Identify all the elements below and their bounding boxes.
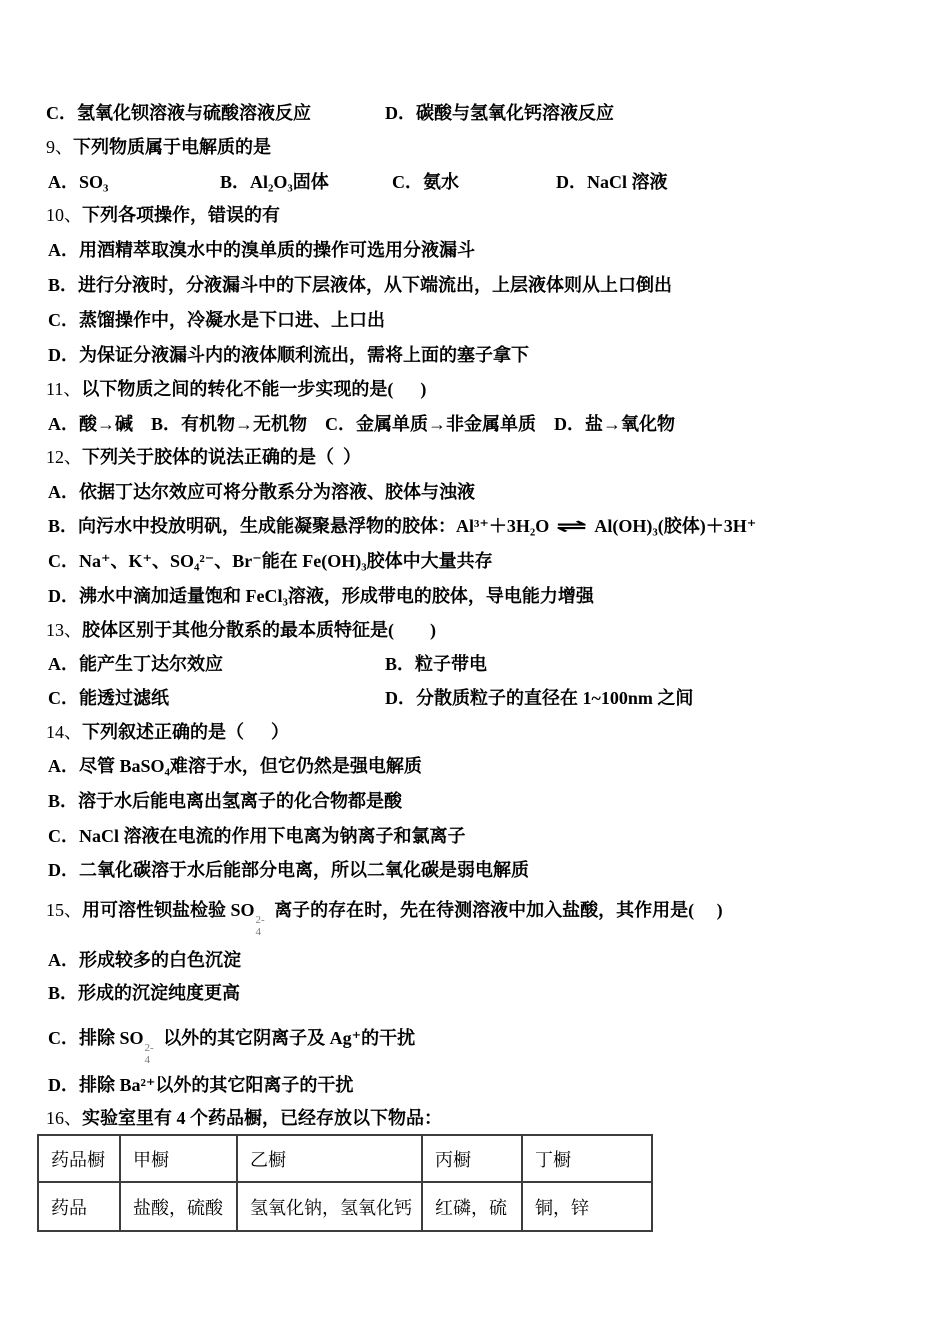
q13-option-c: C．能透过滤纸	[48, 688, 169, 708]
table-header-cell: 丙橱	[422, 1135, 522, 1182]
q14-option-b: B．溶于水后能电离出氢离子的化合物都是酸	[48, 791, 403, 811]
q14-option-d: D．二氧化碳溶于水后能部分电离，所以二氧化碳是弱电解质	[48, 860, 529, 880]
q9-number: 9、	[46, 137, 73, 157]
sulfate-charge: 2-	[255, 914, 265, 926]
table-header-row	[38, 1135, 652, 1182]
q12-title-text: 下列关于胶体的说法正确的是（ ）	[82, 447, 361, 467]
q13-number: 13、	[46, 620, 82, 640]
q14-title-text: 下列叙述正确的是（ ）	[82, 722, 289, 742]
q10-title-text: 下列各项操作，错误的有	[82, 205, 280, 225]
table-header-cell: 甲橱	[120, 1135, 237, 1182]
q12-option-c: C．Na⁺、K⁺、SO₄²⁻、Br⁻能在 Fe(OH)₃胶体中大量共存	[48, 551, 493, 571]
q15-option-c-text: C．排除 SO	[48, 1028, 144, 1048]
q15-option-b: B．形成的沉淀纯度更高	[48, 983, 241, 1003]
table-header-cell: 乙橱	[237, 1135, 422, 1182]
q12-option-d: D．沸水中滴加适量饱和 FeCl₃溶液，形成带电的胶体，导电能力增强	[48, 586, 594, 606]
chemical-cabinet-table	[37, 1134, 653, 1232]
table-header-cell: 丁橱	[522, 1135, 652, 1182]
q12-number: 12、	[46, 447, 82, 467]
q12-option-b-products: Al(OH)₃(胶体)＋3H⁺	[594, 516, 757, 536]
q16-number: 16、	[46, 1108, 82, 1128]
q11-title-text: 以下物质之间的转化不能一步实现的是( )	[81, 379, 427, 399]
q13-option-b: B．粒子带电	[385, 654, 488, 674]
sulfate-subscript: 4	[144, 1054, 151, 1066]
sulfate-ion-stack	[256, 915, 265, 938]
equilibrium-arrow: ⇌	[556, 516, 588, 537]
q12-option-b	[48, 514, 756, 539]
sulfate-subscript: 4	[255, 926, 262, 938]
q15-option-c-text-suffix: 以外的其它阴离子及 Ag⁺的干扰	[158, 1028, 416, 1048]
q10-option-b: B．进行分液时，分液漏斗中的下层液体，从下端流出，上层液体则从上口倒出	[48, 275, 673, 295]
table-cell: 铜，锌	[522, 1182, 652, 1231]
q12-option-a: A．依据丁达尔效应可将分散系分为溶液、胶体与浊液	[48, 482, 475, 502]
q14-option-c: C．NaCl 溶液在电流的作用下电离为钠离子和氯离子	[48, 826, 466, 846]
q9-option-b: B．Al₂O₃固体	[220, 172, 329, 192]
table-cell: 盐酸，硫酸	[120, 1182, 237, 1231]
q15-option-c	[48, 1026, 415, 1066]
q15-option-a: A．形成较多的白色沉淀	[48, 950, 241, 970]
q11-number: 11、	[46, 379, 82, 399]
q8-option-d: D．碳酸与氢氧化钙溶液反应	[385, 103, 614, 123]
q10-option-c: C．蒸馏操作中，冷凝水是下口进、上口出	[48, 310, 385, 330]
q14-number: 14、	[46, 722, 82, 742]
q10-option-d: D．为保证分液漏斗内的液体顺利流出，需将上面的塞子拿下	[48, 345, 529, 365]
q10-number: 10、	[46, 205, 82, 225]
table-cell: 氢氧化钠，氢氧化钙	[237, 1182, 422, 1231]
q9-title-text: 下列物质属于电解质的是	[73, 137, 271, 157]
q13-title	[46, 618, 436, 642]
q16-title-text: 实验室里有 4 个药品橱，已经存放以下物品：	[82, 1108, 442, 1128]
q9-option-d: D．NaCl 溶液	[556, 172, 668, 192]
q15-title-text: 用可溶性钡盐检验 SO	[82, 900, 255, 920]
table-cell: 红磷，硫	[422, 1182, 522, 1231]
q10-option-a: A．用酒精萃取溴水中的溴单质的操作可选用分液漏斗	[48, 240, 475, 260]
sulfate-ion-stack	[145, 1043, 154, 1066]
q9-option-a: A．SO₃	[48, 172, 109, 192]
q9-option-c: C．氨水	[392, 172, 459, 192]
q15-number: 15、	[46, 900, 82, 920]
q13-title-text: 胶体区别于其他分散系的最本质特征是( )	[82, 620, 436, 640]
table-row-label: 药品	[38, 1182, 120, 1231]
q15-title	[46, 898, 723, 938]
q15-option-d: D．排除 Ba²⁺以外的其它阳离子的干扰	[48, 1075, 354, 1095]
q14-option-a: A．尽管 BaSO₄难溶于水，但它仍然是强电解质	[48, 756, 422, 776]
q15-title-text-suffix: 离子的存在时，先在待测溶液中加入盐酸，其作用是( )	[269, 900, 723, 920]
q16-title	[46, 1106, 442, 1130]
q11-options: A．酸→碱 B．有机物→无机物 C．金属单质→非金属单质 D．盐→氧化物	[48, 414, 675, 434]
q12-title	[46, 445, 361, 469]
q13-option-d: D．分散质粒子的直径在 1~100nm 之间	[385, 688, 694, 708]
table-header-cell: 药品橱	[38, 1135, 120, 1182]
table-row	[38, 1182, 652, 1231]
q12-option-b-text: B．向污水中投放明矾，生成能凝聚悬浮物的胶体：Al³⁺＋3H₂O	[48, 516, 550, 536]
q9-title	[46, 135, 271, 159]
sulfate-charge: 2-	[144, 1042, 154, 1054]
q11-title	[46, 377, 426, 401]
q13-option-a: A．能产生丁达尔效应	[48, 654, 223, 674]
q10-title	[46, 203, 280, 227]
q14-title	[46, 720, 289, 744]
q8-option-c: C．氢氧化钡溶液与硫酸溶液反应	[46, 103, 311, 123]
